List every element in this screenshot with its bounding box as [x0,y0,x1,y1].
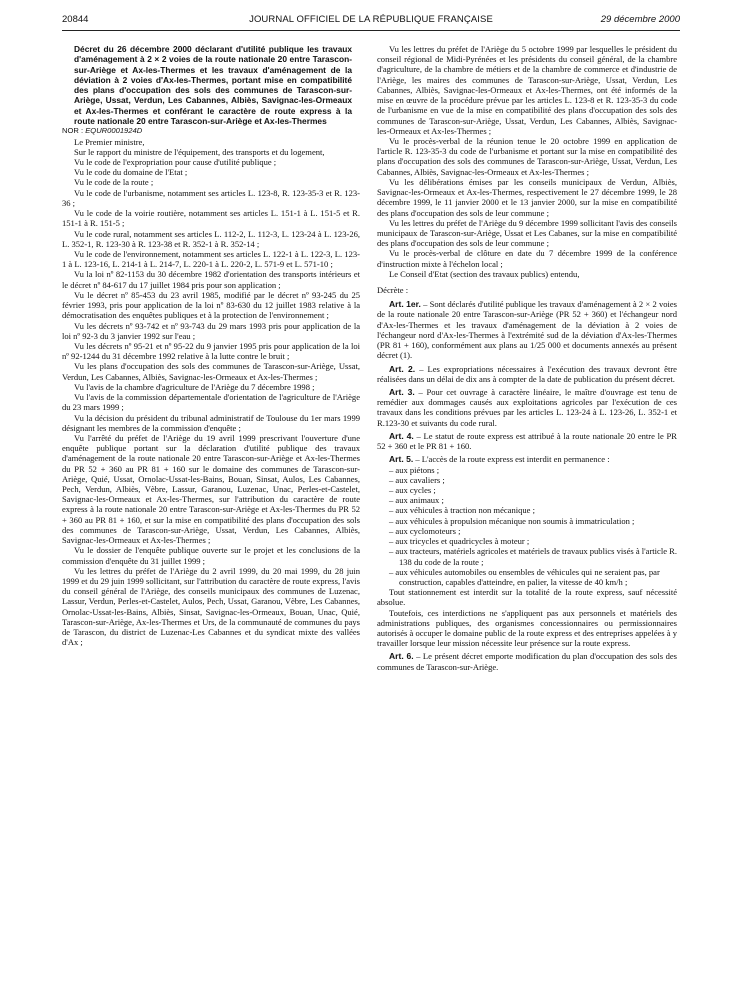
list-item: – aux piétons ; [389,464,440,475]
article-5 [377,454,677,464]
page-header [62,14,680,31]
article-1-text: – Sont déclarés d'utilité publique les travaux d'aménagement à 2 × 2 voies de la route nationale 20 entre Tarascon-sur-Ariège (PR 52 + 360) et l'échangeur nord d'Ax-les-Thermes et les travaux d'aménagement de la déviation à 2 voies de l'échangeur nord d'Ax-les-Thermes à l'extrémité sud de la déviation d'Ax-les-Thermes (PR 81 + 160), conformément aux plans au 1/25 000 et documents annexés au présent décret (1). [377,299,677,361]
visa-paragraph: Vu les décrets nº 93-742 et nº 93-743 du 29 mars 1993 pris pour application de la loi nº 92-3 du 3 janvier 1992 sur l'eau ; [62,320,360,341]
right-column [377,44,677,672]
visa-paragraph: Vu la loi nº 82-1153 du 30 décembre 1982 d'orientation des transports intérieurs et le décret nº 84-617 du 17 juillet 1984 pris pour son application ; [62,269,360,290]
visa-paragraph: Vu l'arrêté du préfet de l'Ariège du 19 avril 1999 prescrivant l'ouverture d'une enquête publique portant sur la déclaration d'utilité publique des travaux d'aménagement de la route nationale 20 entre Tarascon-sur-Ariège et Ax-les-Thermes du PR 52 + 360 au PR 81 + 160 sur le domaine des communes de Tarascon-sur-Ariège, Quié, Ussat, Ornolac-Ussat-les-Bains, Bouan, Sinsat, Aulos, Les Cabannes, Pech, Verdun, Albiès, Vèbre, Lassur, Garanou, Luzenac, Unac, Perles-et-Castelet, Savignac-les-Ormeaux et Ax-les-Thermes, sur l'attribution du caractère de route express à la route nationale 20 entre Tarascon-sur-Ariège et Ax-les-Thermes du PR 52 + 360 au PR 81 + 160, et sur la mise en compatibilité des plans d'occupation des sols des communes de Tarascon-sur-Ariège, Ussat, Verdun, Les Cabannes, Albiès, Savignac-les-Ormeaux et Ax-les-Thermes ; [62,432,360,546]
page-number: 20844 [62,14,89,25]
visa-paragraph: Vu le code de la voirie routière, notamment ses articles L. 151-1 à L. 151-5 et R. 151-1 à R. 151-5 ; [62,208,360,229]
nor-reference [62,126,360,136]
issue-date: 29 décembre 2000 [600,14,680,25]
visa-paragraph: Vu l'avis de la commission départementale d'orientation de l'agriculture de l'Ariège du 23 mars 1999 ; [62,392,360,413]
visa-paragraph: Vu le dossier de l'enquête publique ouverte sur le projet et les conclusions de la commission d'enquête du 31 juillet 1999 ; [62,545,360,566]
article-2-text: – Les expropriations nécessaires à l'exécution des travaux devront être réalisées dans un délai de dix ans à compter de la date de publication du présent décret. [377,363,677,384]
visa-paragraph: Vu le procès-verbal de la réunion tenue le 20 octobre 1999 en application de l'article R. 123-35-3 du code de l'urbanisme et portant sur la mise en compatibilité des plans d'occupation des sols des communes de Tarascon-sur-Ariège, Ussat, Verdun, Les Cabannes, Albiès, Savignac-les-Ormeaux et Ax-les-Thermes ; [377,135,677,177]
article-5-text: – L'accès de la route express est interdit en permanence : [413,454,610,465]
article-3-text: – Pour cet ouvrage à caractère linéaire, le maître d'ouvrage est tenu de remédier aux dommages causés aux exploitations agricoles par l'exécution de ces travaux dans les conditions prévues par les articles L. 123-24 à L. 123-26, L. 352-1 et R.123-30 et suivants du code rural. [377,387,677,428]
article-3-label: Art. 3. [389,387,415,397]
visa-paragraph: Vu le code du domaine de l'Etat ; [74,167,188,178]
visa-paragraph: Vu le code de la route ; [74,177,154,188]
list-item: – aux véhicules à traction non mécanique ; [389,505,535,516]
visa-paragraph: Vu les lettres du préfet de l'Ariège du 5 octobre 1999 par lesquelles le président du conseil régional de Midi-Pyrénées et les présidents du conseil général, de la chambre d'agriculture, de la chambre de métiers et de la chambre de commerce et d'industrie de l'Ariège, les maires des communes de Tarascon-sur-Ariège, Ussat, Verdun, Les Cabannes, Albiès, Savignac-les-Ormeaux et Ax-les-Thermes, ont été informés de la mise en œuvre de la procédure prévue par les articles L. 123-8 et R. 123-35-3 du code de l'urbanisme en vue de la mise en compatibilité des plans d'occupation des sols des communes de Tarascon-sur-Ariège, Ussat, Verdun, Les Cabannes, Albiès, Savignac-les-Ormeaux et Ax-les-Thermes ; [377,44,677,136]
article-6-text: – Le présent décret emporte modification du plan d'occupation des sols des communes de Tarascon-sur-Ariège. [377,651,677,672]
visas-list-left [62,137,360,648]
article-5-label: Art. 5. [389,454,414,465]
article-5-paragraph: Tout stationnement est interdit sur la totalité de la route express, sauf nécessité absolue. [377,587,677,608]
list-item: – aux cycles ; [389,484,436,495]
visa-paragraph: Le Conseil d'Etat (section des travaux publics) entendu, [389,268,580,279]
visa-paragraph: Sur le rapport du ministre de l'équipement, des transports et du logement, [74,146,325,157]
visa-paragraph: Vu les plans d'occupation des sols des communes de Tarascon-sur-Ariège, Ussat, Verdun, Les Cabannes, Albiès, Savignac-les-Ormeaux et Ax-les-Thermes ; [62,361,360,382]
list-item: – aux véhicules automobiles ou ensembles de véhicules qui ne seraient pas, par construction, capables d'atteindre, en palier, la vitesse de 40 km/h ; [389,566,660,587]
decree-title: Décret du 26 décembre 2000 déclarant d'utilité publique les travaux d'aménagement à 2 × 2 voies de la route nationale 20 entre Tarascon-sur-Ariège et Ax-les-Thermes et les travaux d'aménagement de la déviation à 2 voies d'Ax-les-Thermes, portant mise en compatibilité des plans d'occupation des sols des communes de Tarascon-sur-Ariège, Ussat, Verdun, Les Cabannes, Albiès, Savignac-les-Ormeaux et Ax-les-Thermes et conférant le caractère de route express à la route nationale 20 entre Tarascon-sur-Ariège et Ax-les-Thermes [74,44,352,127]
visa-paragraph: Vu la décision du président du tribunal administratif de Toulouse du 1er mars 1999 désignant les membres de la commission d'enquête ; [62,412,360,433]
nor-code: EQUR0001924D [85,126,143,136]
article-6 [377,651,677,671]
list-item: – aux tracteurs, matériels agricoles et matériels de travaux publics visés à l'article R. 138 du code de la route ; [389,546,677,567]
visa-paragraph: Vu l'avis de la chambre d'agriculture de l'Ariège du 7 décembre 1998 ; [74,381,315,392]
visa-paragraph: Vu le code de l'environnement, notamment ses articles L. 122-1 à L. 122-3, L. 123-1 à L. 123-16, L. 214-1 à L. 214-7, L. 220-1 à L. 220-2, L. 571-9 et L. 571-10 ; [62,249,360,270]
list-item: – aux cyclomoteurs ; [389,525,461,536]
access-restriction-list [377,465,677,588]
journal-title: JOURNAL OFFICIEL DE LA RÉPUBLIQUE FRANÇAISE [249,14,493,25]
article-4-label: Art. 4. [389,430,414,441]
decrete-heading: Décrète : [377,285,409,296]
visa-paragraph: Vu le code de l'urbanisme, notamment ses articles L. 123-8, R. 123-35-3 et R. 123-36 ; [62,187,360,208]
visa-paragraph: Vu les délibérations émises par les conseils municipaux de Verdun, Albiès, Savignac-les-Ormeaux et Ax-les-Thermes, respectivement le 27 décembre 1999, le 28 décembre 1999, le 11 janvier 2000 et le 13 janvier 2000, sur la mise en compatibilité des plans d'occupation des sols de leur commune ; [377,176,677,218]
article-3 [377,387,677,428]
nor-label: NOR : [62,126,86,136]
visa-paragraph: Le Premier ministre, [74,136,145,147]
left-column [62,44,360,648]
article-2-label: Art. 2. [389,363,416,374]
visa-paragraph: Vu le code de l'expropriation pour cause d'utilité publique ; [74,157,277,168]
article-2 [377,364,677,384]
visa-paragraph: Vu les décrets nº 95-21 et nº 95-22 du 9 janvier 1995 pris pour application de la loi nº 92-1244 du 31 décembre 1992 relative à la lutte contre le bruit ; [62,340,360,362]
visas-list-right [377,44,677,279]
visa-paragraph: Vu le décret nº 85-453 du 23 avril 1985, modifié par le décret nº 93-245 du 25 février 1993, pris pour application de la loi nº 83-630 du 12 juillet 1983 relative à la démocratisation des enquêtes publiques et à la protection de l'environnement ; [62,289,360,321]
article-4 [377,431,677,451]
list-item: – aux véhicules à propulsion mécanique non soumis à immatriculation ; [389,515,635,526]
article-6-label: Art. 6. [389,651,414,662]
visa-paragraph: Vu les lettres du préfet de l'Ariège du 2 avril 1999, du 20 mai 1999, du 28 juin 1999 et du 29 juin 1999 sollicitant, sur l'attribution du caractère de route express, l'avis du conseil général de l'Ariège, des conseils municipaux des communes de Luzenac, Lassur, Verdun, Perles-et-Castelet, Aulos, Pech, Ussat, Garanou, Vèbre, Les Cabannes, Ornolac-Ussat-les-Bains, Albiès, Sinsat, Savignac-les-Ormeaux, Bouan, Unac, Quié, Tarascon-sur-Ariège, Ax-les-Thermes et Urs, de la communauté de communes du pays de Tarascon, du district de Luzenac-Les Cabannes et du syndicat mixte des vallées d'Ax ; [62,565,360,648]
list-item: – aux animaux ; [389,495,444,506]
visa-paragraph: Vu les lettres du préfet de l'Ariège du 9 décembre 1999 sollicitant l'avis des conseils municipaux de Tarascon-sur-Ariège, Ussat et Les Cabanes, sur la mise en compatibilité des plans d'occupation des sols de leur commune ; [377,217,677,249]
article-5-paragraph: Toutefois, ces interdictions ne s'appliquent pas aux personnels et matériels des administrations publiques, des organismes concessionnaires ou permissionnaires autorisés à occuper le domaine public de la route express et des entreprises appelées à y travailler lorsque leur mission nécessite leur présence sur la route express. [377,607,677,649]
article-1 [377,299,677,360]
list-item: – aux tricycles et quadricycles à moteur ; [389,536,530,547]
article-4-text: – Le statut de route express est attribué à la route nationale 20 entre le PR 52 + 360 et le PR 81 + 160. [377,430,677,452]
visa-paragraph: Vu le code rural, notamment ses articles L. 112-2, L. 112-3, L. 123-24 à L. 123-26, L. 352-1, R. 123-30 à R. 123-38 et R. 352-1 à R. 352-14 ; [62,228,360,249]
visa-paragraph: Vu le procès-verbal de clôture en date du 7 décembre 1999 de la conférence d'instruction mixte à l'échelon local ; [377,248,677,269]
list-item: – aux cavaliers ; [389,474,445,485]
article-1-label: Art. 1er. [389,299,421,310]
